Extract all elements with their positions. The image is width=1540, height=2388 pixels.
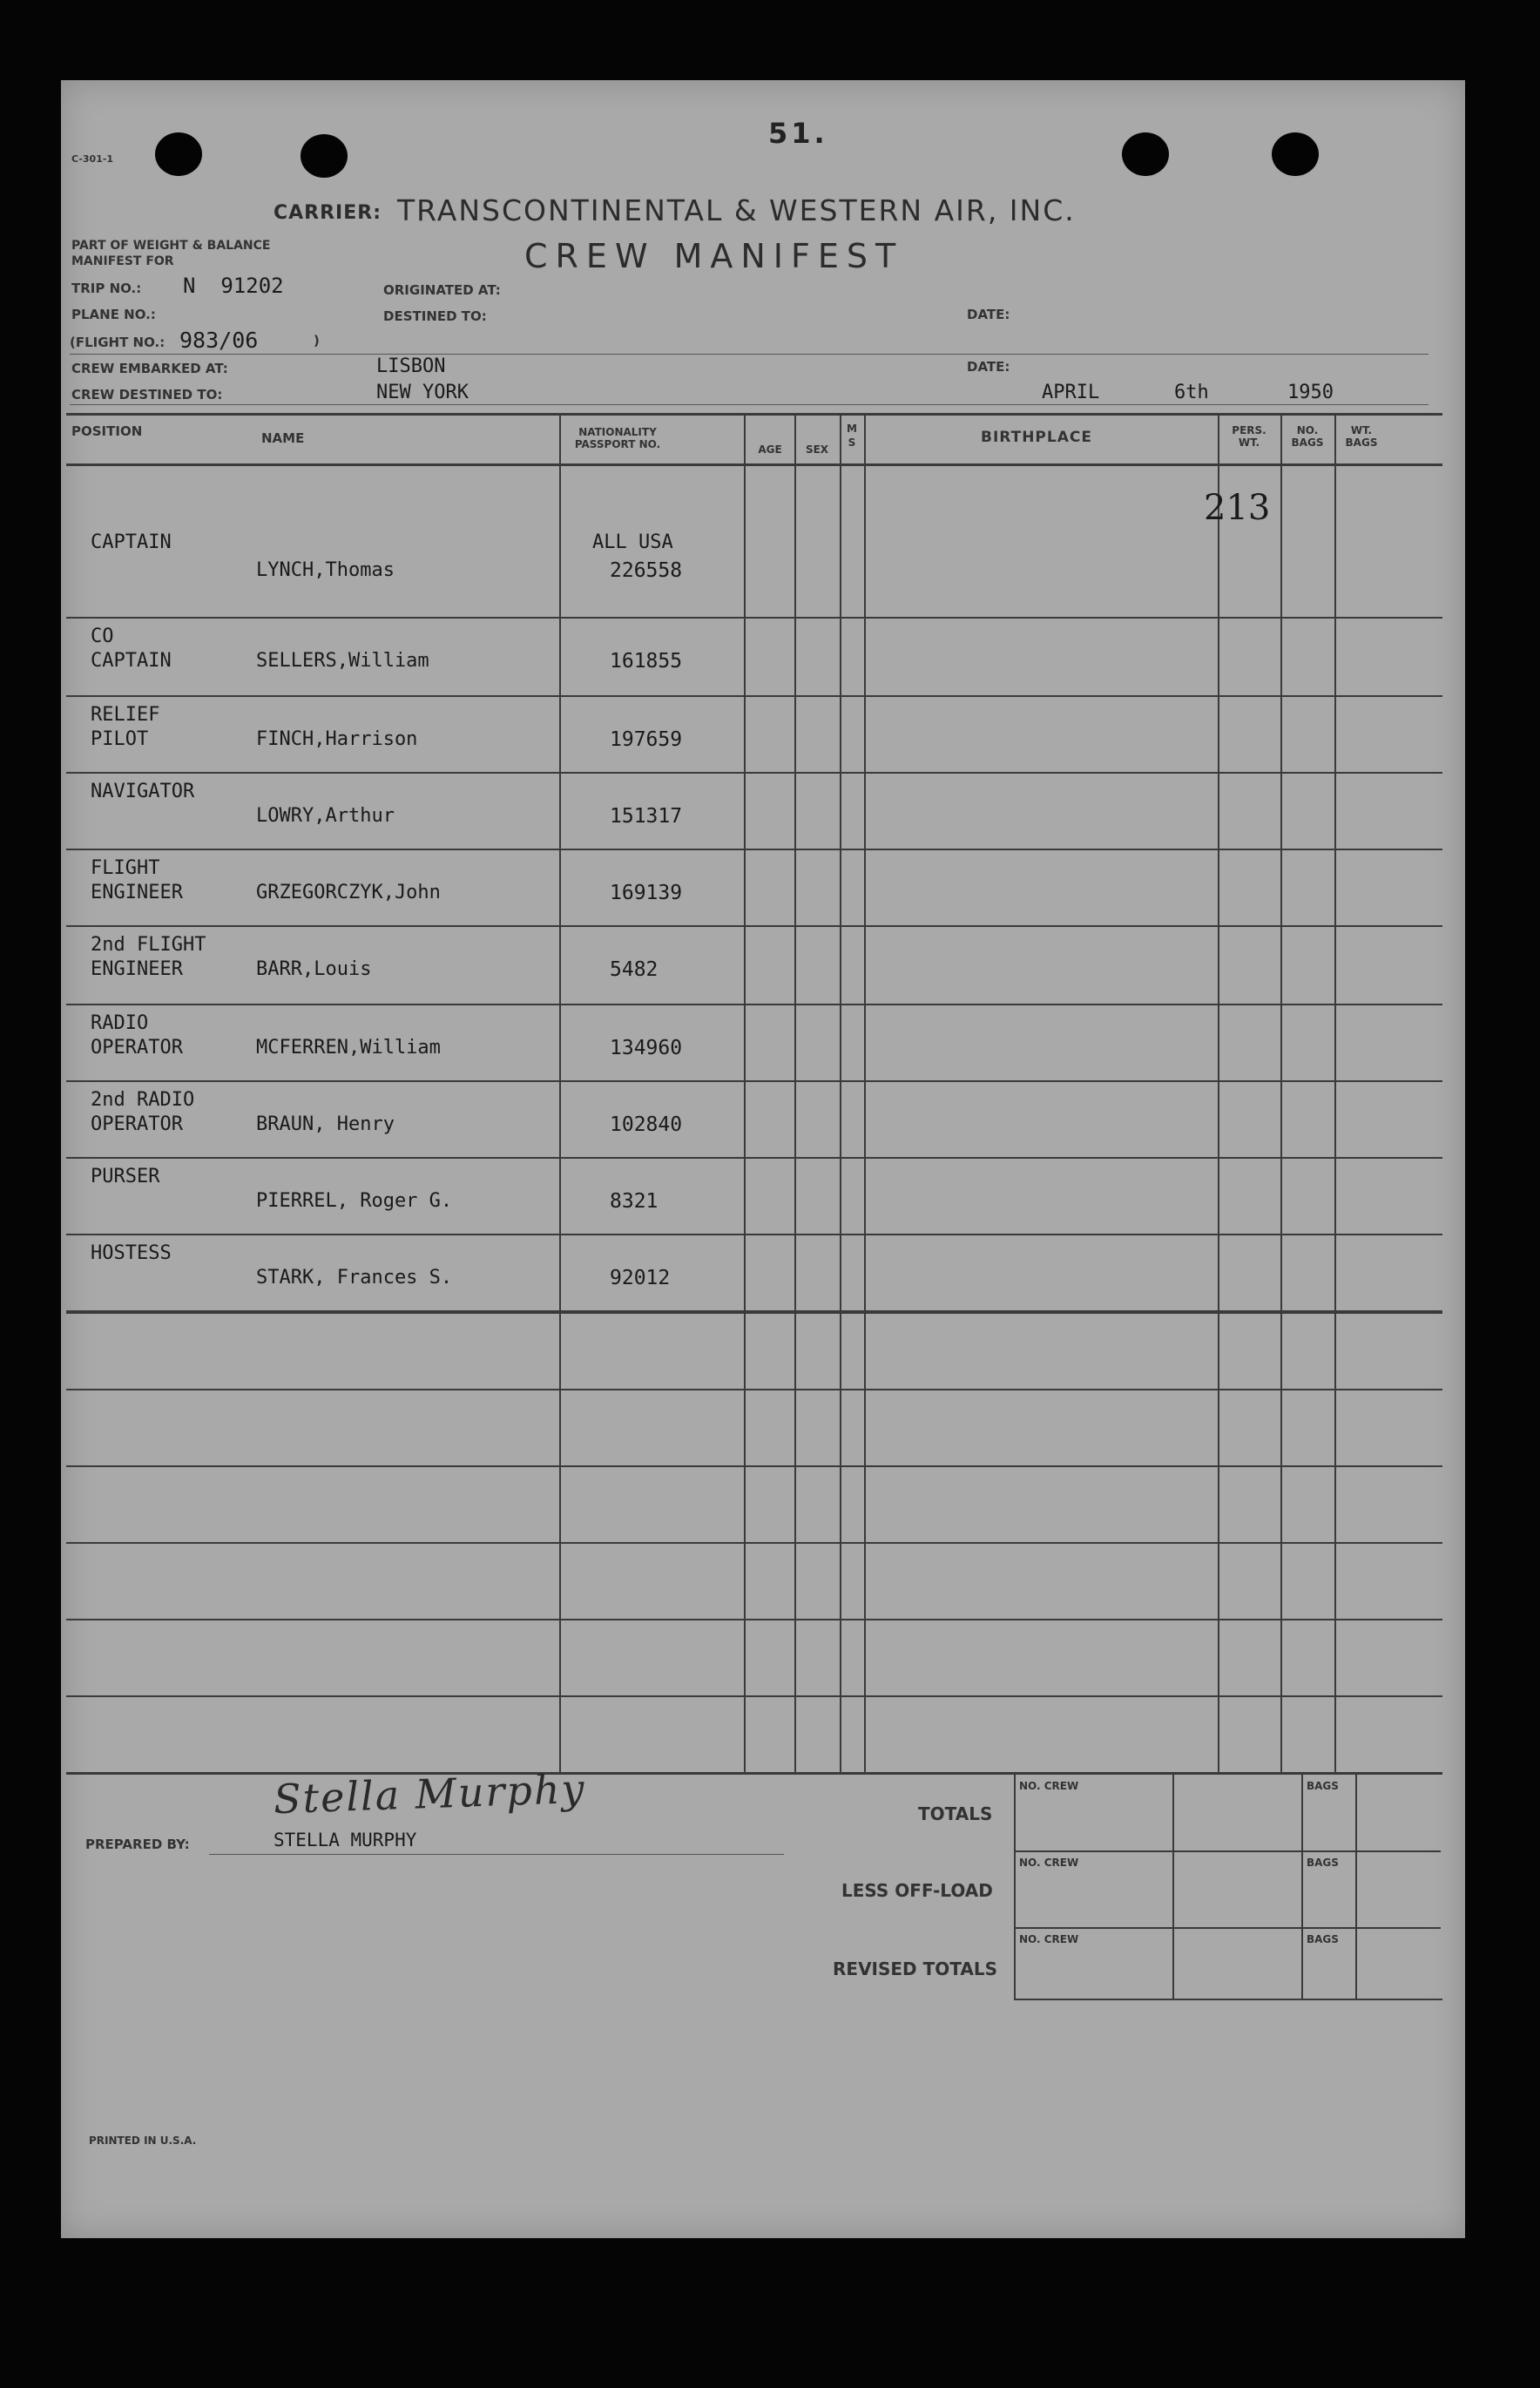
form-code: C-301-1: [71, 153, 114, 165]
crew-name: FINCH,Harrison: [256, 728, 418, 750]
prepared-by-label: PREPARED BY:: [85, 1837, 190, 1852]
crew-passport: 169139: [610, 882, 683, 904]
empty-row-separator: [66, 1465, 1442, 1467]
crew-position-line-2: PILOT: [91, 728, 149, 750]
empty-row-separator: [66, 1542, 1442, 1544]
empty-row-separator: [66, 1619, 1442, 1620]
trip-no-value: N 91202: [183, 274, 284, 298]
crew-passport: 8321: [610, 1190, 659, 1213]
revised-totals-label: REVISED TOTALS: [833, 1958, 997, 1979]
signature: Stella Murphy: [273, 1764, 587, 1823]
punch-hole-4: [1272, 132, 1319, 176]
prepared-by-underline: [209, 1854, 784, 1855]
crew-position-line-2: ENGINEER: [91, 958, 183, 980]
totals-divider-1: [1172, 1774, 1174, 1999]
crew-row: [61, 774, 1455, 850]
flight-no-label: (FLIGHT NO.:: [70, 335, 165, 350]
bags-label-3: BAGS: [1307, 1933, 1339, 1945]
crew-row: [61, 927, 1455, 1005]
crew-position-line-1: HOSTESS: [91, 1242, 172, 1264]
less-offload-label: LESS OFF-LOAD: [841, 1880, 993, 1901]
crew-row: [61, 1082, 1455, 1159]
punch-hole-3: [1122, 132, 1169, 176]
empty-row-separator: [66, 1695, 1442, 1697]
crew-passport: 151317: [610, 805, 683, 828]
col-pers-wt-header-2: WT.: [1238, 436, 1260, 449]
destined-label: DESTINED TO:: [383, 308, 487, 324]
trip-no-label: TRIP NO.:: [71, 281, 142, 296]
col-nationality-header-1: NATIONALITY: [578, 426, 657, 438]
crew-position-line-2: OPERATOR: [91, 1037, 183, 1059]
crew-position-line-1: CAPTAIN: [91, 531, 172, 553]
col-no-bags-header-1: NO.: [1296, 424, 1319, 436]
punch-hole-2: [301, 134, 348, 178]
crew-name: LYNCH,Thomas: [256, 559, 395, 581]
crew-name: BRAUN, Henry: [256, 1113, 395, 1135]
printed-in-label: PRINTED IN U.S.A.: [89, 2134, 197, 2147]
crew-position-line-1: 2nd FLIGHT: [91, 934, 206, 956]
crew-nationality: ALL USA: [592, 531, 673, 553]
crew-row: [61, 1159, 1455, 1235]
crew-embarked-value: LISBON: [376, 355, 446, 377]
crew-embarked-label: CREW EMBARKED AT:: [71, 361, 228, 376]
date-day: 6th: [1174, 382, 1209, 403]
crew-passport: 5482: [610, 958, 659, 981]
crew-row: [61, 697, 1455, 774]
stamp-marks: 51.: [768, 117, 828, 150]
part-of-label-1: PART OF WEIGHT & BALANCE: [71, 239, 271, 253]
totals-row-line-1: [1014, 1850, 1441, 1852]
crew-name: LOWRY,Arthur: [256, 805, 395, 827]
col-ms-header-2: S: [848, 436, 856, 449]
crew-name: SELLERS,William: [256, 650, 429, 672]
empty-row-separator: [66, 1312, 1442, 1314]
crew-position-line-1: PURSER: [91, 1166, 160, 1187]
totals-label: TOTALS: [918, 1803, 993, 1824]
col-age-header: AGE: [758, 443, 782, 456]
part-of-label-2: MANIFEST FOR: [71, 254, 174, 268]
total-weight: 213: [1204, 488, 1271, 528]
col-wt-bags-header-1: WT.: [1350, 424, 1373, 436]
crew-position-line-1: 2nd RADIO: [91, 1089, 195, 1111]
bags-label-2: BAGS: [1307, 1857, 1339, 1869]
originated-label: ORIGINATED AT:: [383, 282, 501, 298]
crew-destined-label: CREW DESTINED TO:: [71, 387, 223, 403]
col-pers-wt-header-1: PERS.: [1232, 424, 1266, 436]
crew-passport: 134960: [610, 1037, 683, 1059]
date-year: 1950: [1287, 382, 1334, 403]
crew-passport: 226558: [610, 559, 683, 582]
form-title: CREW MANIFEST: [524, 237, 904, 275]
no-crew-label-1: NO. CREW: [1019, 1780, 1079, 1792]
crew-name: STARK, Frances S.: [256, 1267, 453, 1289]
crew-row: [61, 465, 1455, 619]
destined-underline: [70, 404, 1429, 405]
crew-row: [61, 850, 1455, 927]
crew-position-line-2: ENGINEER: [91, 882, 183, 903]
col-no-bags-header-2: BAGS: [1291, 436, 1324, 449]
crew-position-line-1: CO: [91, 626, 114, 647]
flight-no-underline: [70, 354, 1429, 355]
flight-no-close: ): [314, 333, 320, 348]
crew-row: [61, 619, 1455, 697]
no-crew-label-3: NO. CREW: [1019, 1933, 1079, 1945]
col-nationality-header-2: PASSPORT NO.: [574, 438, 661, 450]
crew-position-line-2: CAPTAIN: [91, 650, 172, 672]
crew-position-line-1: RADIO: [91, 1012, 149, 1034]
col-name-header: NAME: [261, 430, 305, 446]
crew-name: PIERREL, Roger G.: [256, 1190, 453, 1212]
no-crew-label-2: NO. CREW: [1019, 1857, 1079, 1869]
crew-name: GRZEGORCZYK,John: [256, 882, 441, 903]
totals-divider-3: [1355, 1774, 1357, 1999]
crew-position-line-1: NAVIGATOR: [91, 781, 195, 802]
date-label-2: DATE:: [967, 359, 1010, 375]
crew-passport: 197659: [610, 728, 683, 751]
crew-position-line-2: OPERATOR: [91, 1113, 183, 1135]
plane-no-label: PLANE NO.:: [71, 307, 156, 322]
crew-name: MCFERREN,William: [256, 1037, 441, 1059]
empty-row-separator: [66, 1389, 1442, 1390]
flight-no-value: 983/06: [179, 328, 259, 353]
col-position-header: POSITION: [71, 423, 143, 439]
col-ms-header-1: M: [847, 423, 857, 435]
crew-position-line-1: RELIEF: [91, 704, 160, 726]
table-top-line: [66, 413, 1442, 416]
bags-label-1: BAGS: [1307, 1780, 1339, 1792]
manifest-sheet: [61, 80, 1465, 2238]
crew-passport: 92012: [610, 1267, 671, 1289]
punch-hole-1: [155, 132, 202, 176]
totals-row-line-2: [1014, 1927, 1441, 1929]
crew-passport: 102840: [610, 1113, 683, 1136]
crew-row: [61, 1005, 1455, 1082]
crew-name: BARR,Louis: [256, 958, 372, 980]
crew-position-line-1: FLIGHT: [91, 857, 160, 879]
crew-destined-value: NEW YORK: [376, 382, 469, 403]
col-birthplace-header: BIRTHPLACE: [981, 429, 1092, 446]
crew-row: [61, 1235, 1455, 1312]
crew-passport: 161855: [610, 650, 683, 673]
col-sex-header: SEX: [805, 443, 829, 456]
totals-divider-2: [1301, 1774, 1303, 1999]
date-month: APRIL: [1042, 382, 1100, 403]
totals-box: [1014, 1774, 1442, 2000]
col-wt-bags-header-2: BAGS: [1345, 436, 1378, 449]
date-label-1: DATE:: [967, 307, 1010, 322]
carrier-label: CARRIER:: [274, 202, 382, 224]
carrier-name: TRANSCONTINENTAL & WESTERN AIR, INC.: [397, 193, 1076, 227]
prepared-by-value: STELLA MURPHY: [274, 1830, 417, 1850]
